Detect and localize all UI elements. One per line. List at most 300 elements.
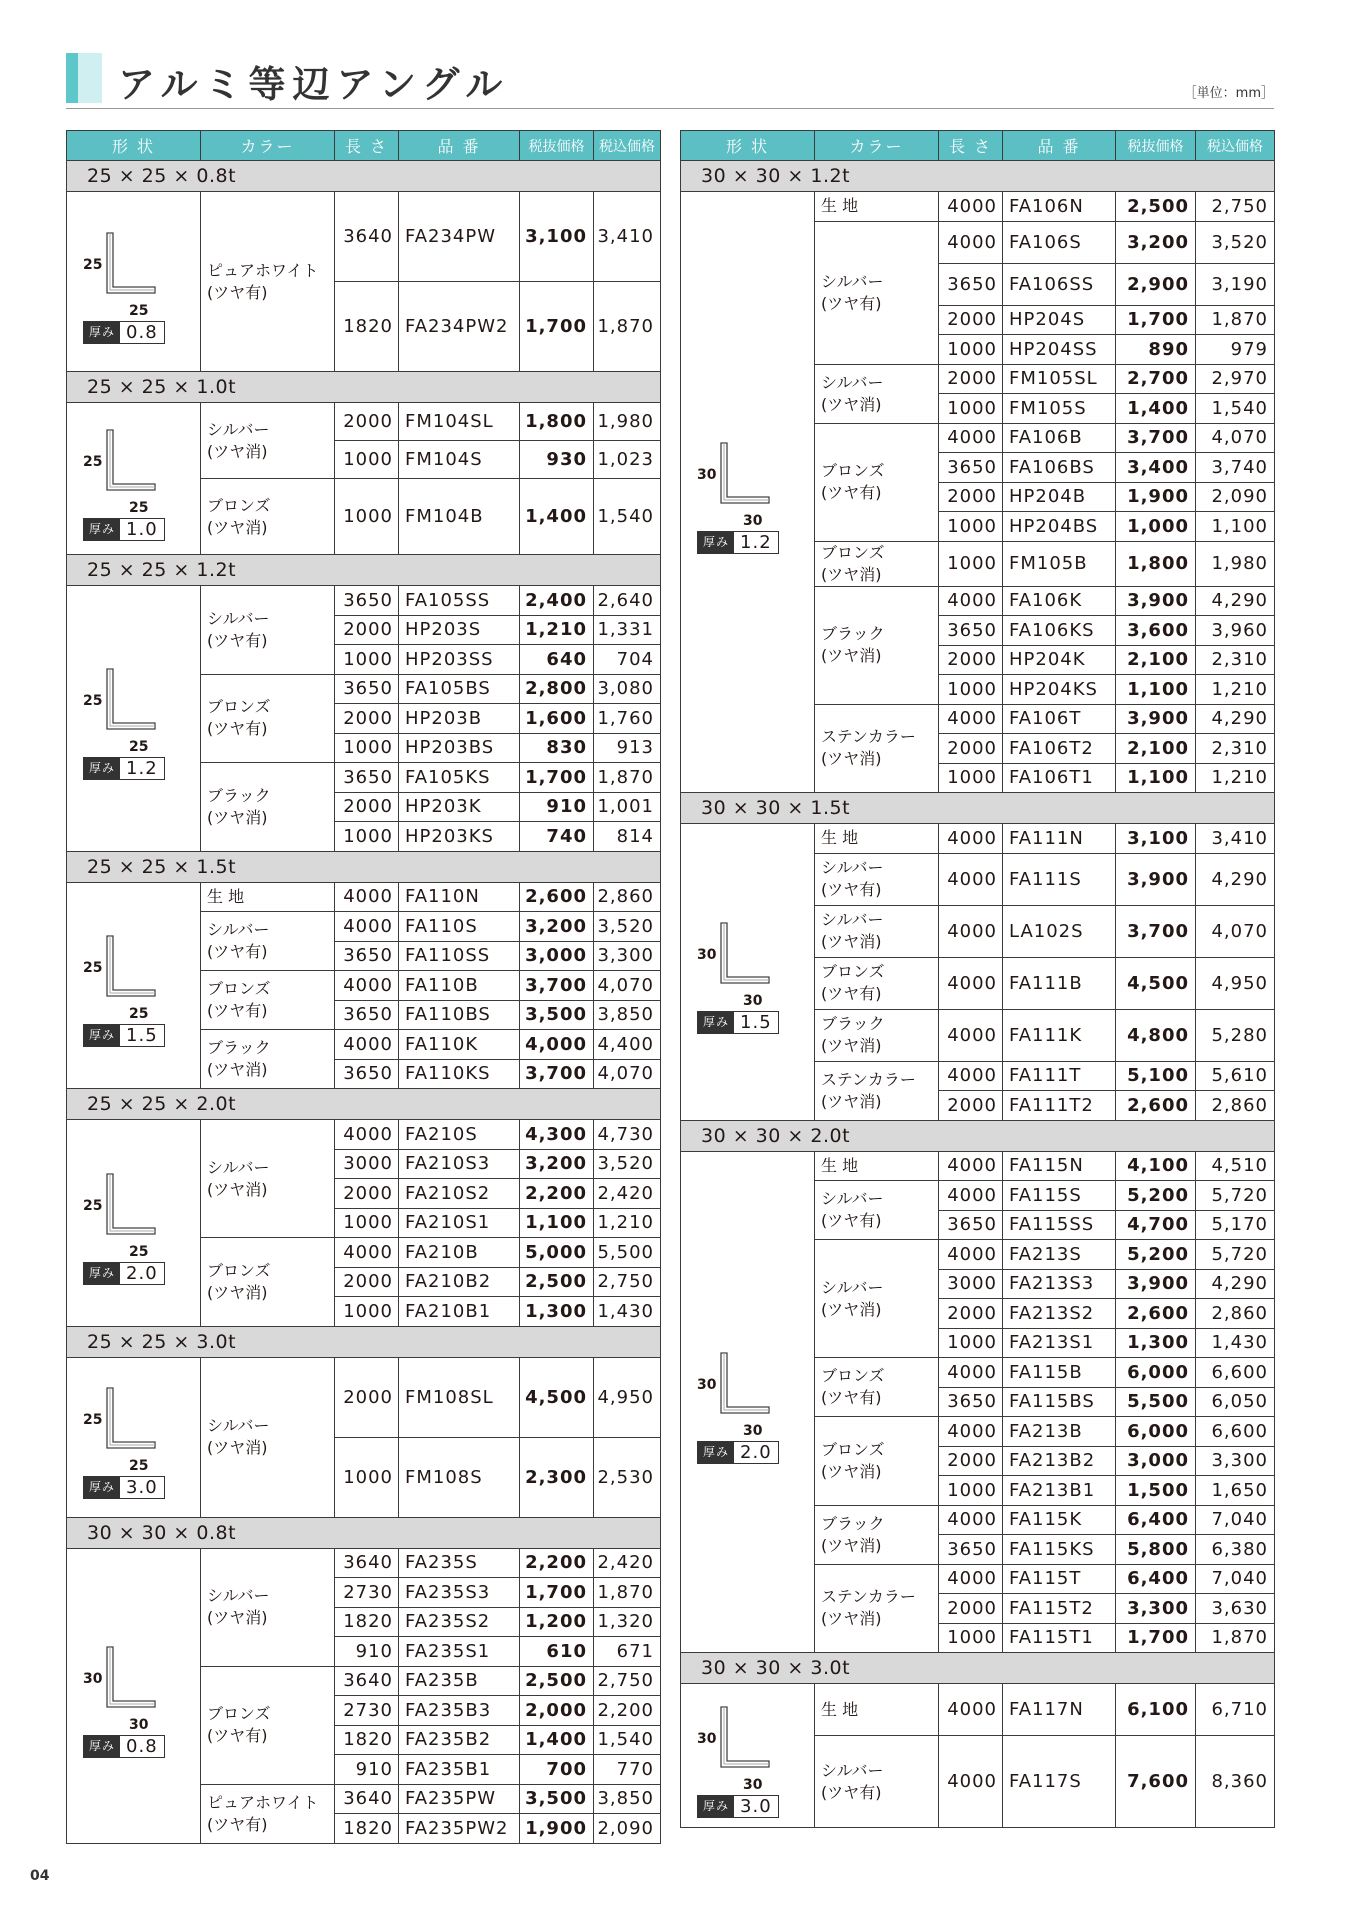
length-cell: 4000 — [939, 1151, 1003, 1181]
product-code-cell: FA210S2 — [399, 1179, 520, 1209]
price-incl-tax-cell: 913 — [594, 733, 661, 763]
price-excl-tax-cell: 1,400 — [1116, 394, 1196, 424]
product-code-cell: FA115SS — [1003, 1210, 1116, 1240]
price-incl-tax-cell: 5,500 — [594, 1238, 661, 1268]
length-cell: 3000 — [335, 1149, 399, 1179]
section-title: 25 × 25 × 1.0t — [67, 372, 661, 403]
price-incl-tax-cell: 1,100 — [1196, 512, 1275, 542]
price-incl-tax-cell: 7,040 — [1196, 1564, 1275, 1594]
length-cell: 4000 — [335, 1120, 399, 1150]
thickness-value: 1.5 — [120, 1025, 164, 1046]
price-incl-tax-cell: 1,870 — [1196, 305, 1275, 335]
price-incl-tax-cell: 2,310 — [1196, 734, 1275, 764]
price-incl-tax-cell: 1,210 — [594, 1208, 661, 1238]
thickness-badge — [697, 531, 779, 554]
product-code-cell: LA102S — [1003, 905, 1116, 957]
price-incl-tax-cell: 2,750 — [594, 1267, 661, 1297]
color-cell — [815, 1151, 939, 1181]
thickness-label: 厚み — [84, 1736, 120, 1757]
title-divider — [66, 108, 1274, 109]
color-name: (ツヤ有) — [207, 942, 268, 961]
length-cell: 4000 — [335, 971, 399, 1001]
product-code-cell: FA115N — [1003, 1151, 1116, 1181]
product-code-cell: FA110B — [399, 971, 520, 1001]
color-name: ピュアホワイト — [207, 260, 319, 280]
length-cell: 2000 — [335, 1267, 399, 1297]
price-incl-tax-cell: 671 — [594, 1637, 661, 1667]
price-excl-tax-cell: 610 — [520, 1637, 594, 1667]
price-incl-tax-cell: 2,530 — [594, 1437, 661, 1517]
price-incl-tax-cell: 1,870 — [594, 1578, 661, 1608]
length-cell: 1000 — [335, 479, 399, 555]
color-name: (ツヤ有) — [207, 630, 268, 650]
length-cell: 4000 — [335, 1030, 399, 1060]
color-cell — [815, 905, 939, 957]
thickness-value: 1.5 — [734, 1012, 778, 1033]
product-code-cell: HP203B — [399, 704, 520, 734]
length-cell: 3640 — [335, 1666, 399, 1696]
product-code-cell: FA235B1 — [399, 1755, 520, 1785]
color-name: (ツヤ消) — [821, 564, 882, 584]
product-code-cell: FA115KS — [1003, 1535, 1116, 1565]
product-code-cell: FM108S — [399, 1437, 520, 1517]
price-excl-tax-cell: 890 — [1116, 335, 1196, 365]
angle-diagram — [67, 1382, 202, 1498]
product-code-cell: FA235B2 — [399, 1725, 520, 1755]
color-cell — [815, 1358, 939, 1417]
price-excl-tax-cell: 1,900 — [520, 1814, 594, 1844]
color-cell — [815, 704, 939, 793]
table-row — [681, 1684, 1275, 1736]
product-code-cell: FA106SS — [1003, 263, 1116, 305]
length-cell: 3640 — [335, 1784, 399, 1814]
section-header-row — [681, 793, 1275, 824]
width-dimension: 30 — [743, 513, 763, 529]
price-incl-tax-cell: 2,200 — [594, 1696, 661, 1726]
product-code-cell: FA210S3 — [399, 1149, 520, 1179]
color-cell — [201, 586, 335, 675]
color-cell — [815, 1684, 939, 1736]
length-cell: 3650 — [335, 763, 399, 793]
length-cell: 1000 — [335, 1297, 399, 1327]
price-excl-tax-cell: 1,700 — [1116, 305, 1196, 335]
shape-cell — [681, 192, 815, 793]
color-name: (ツヤ消) — [207, 1179, 268, 1199]
product-code-cell: FA213B1 — [1003, 1476, 1116, 1506]
price-excl-tax-cell: 2,700 — [1116, 364, 1196, 394]
length-cell: 1000 — [335, 1208, 399, 1238]
color-name: シルバー — [821, 1189, 884, 1208]
length-cell: 3650 — [939, 616, 1003, 646]
price-incl-tax-cell: 2,310 — [1196, 645, 1275, 675]
price-incl-tax-cell: 3,410 — [594, 192, 661, 282]
length-cell: 910 — [335, 1637, 399, 1667]
product-code-cell: FM108SL — [399, 1357, 520, 1437]
height-dimension: 25 — [83, 256, 103, 273]
width-dimension: 25 — [129, 1458, 149, 1474]
price-excl-tax-cell: 4,500 — [520, 1357, 594, 1437]
height-dimension: 30 — [697, 1730, 717, 1747]
angle-diagram — [67, 1641, 202, 1757]
length-cell: 3650 — [335, 674, 399, 704]
price-incl-tax-cell: 2,090 — [1196, 482, 1275, 512]
price-incl-tax-cell: 4,290 — [1196, 1269, 1275, 1299]
column-header: カラー — [201, 131, 335, 161]
thickness-label: 厚み — [84, 1263, 120, 1284]
price-excl-tax-cell: 3,000 — [1116, 1446, 1196, 1476]
color-name: (ツヤ消) — [821, 1036, 882, 1055]
price-excl-tax-cell: 7,600 — [1116, 1736, 1196, 1828]
product-code-cell: FA106B — [1003, 423, 1116, 453]
product-code-cell: FA234PW2 — [399, 282, 520, 372]
length-cell: 4000 — [939, 1009, 1003, 1061]
length-cell: 1000 — [335, 822, 399, 852]
product-code-cell: FA115T — [1003, 1564, 1116, 1594]
price-excl-tax-cell: 1,100 — [520, 1208, 594, 1238]
color-cell — [815, 1240, 939, 1358]
length-cell: 1820 — [335, 282, 399, 372]
price-incl-tax-cell: 1,430 — [1196, 1328, 1275, 1358]
product-code-cell: FA115T2 — [1003, 1594, 1116, 1624]
angle-diagram — [67, 227, 202, 343]
price-incl-tax-cell: 5,720 — [1196, 1240, 1275, 1270]
color-name: (ツヤ有) — [821, 1782, 882, 1802]
color-cell — [815, 192, 939, 222]
shape-cell — [67, 882, 201, 1089]
product-code-cell: FA106K — [1003, 586, 1116, 616]
product-code-cell: FA235PW2 — [399, 1814, 520, 1844]
color-name: 生 地 — [207, 886, 245, 906]
price-excl-tax-cell: 910 — [520, 792, 594, 822]
thickness-label: 厚み — [84, 322, 120, 343]
price-incl-tax-cell: 6,600 — [1196, 1417, 1275, 1447]
product-code-cell: HP203KS — [399, 822, 520, 852]
section-title: 30 × 30 × 2.0t — [681, 1120, 1275, 1151]
height-dimension: 25 — [83, 453, 103, 470]
length-cell: 4000 — [939, 1417, 1003, 1447]
price-excl-tax-cell: 1,400 — [520, 479, 594, 555]
price-excl-tax-cell: 3,500 — [520, 1784, 594, 1814]
price-incl-tax-cell: 4,950 — [594, 1357, 661, 1437]
color-name: (ツヤ消) — [821, 932, 882, 951]
price-incl-tax-cell: 3,740 — [1196, 453, 1275, 483]
price-incl-tax-cell: 3,520 — [1196, 221, 1275, 263]
color-name: ステンカラー — [821, 727, 916, 747]
price-incl-tax-cell: 1,001 — [594, 792, 661, 822]
color-name: ステンカラー — [821, 1587, 916, 1607]
shape-cell — [67, 1548, 201, 1843]
section-title: 25 × 25 × 3.0t — [67, 1326, 661, 1357]
title-accent-bar — [66, 53, 78, 103]
price-incl-tax-cell: 1,331 — [594, 615, 661, 645]
price-incl-tax-cell: 2,860 — [1196, 1299, 1275, 1329]
section-header-row — [67, 1326, 661, 1357]
product-code-cell: FA115BS — [1003, 1387, 1116, 1417]
price-excl-tax-cell: 3,000 — [520, 941, 594, 971]
price-incl-tax-cell: 6,050 — [1196, 1387, 1275, 1417]
price-incl-tax-cell: 2,860 — [1196, 1091, 1275, 1121]
color-name: ブロンズ — [821, 542, 885, 562]
price-excl-tax-cell: 2,000 — [520, 1696, 594, 1726]
price-excl-tax-cell: 3,900 — [1116, 853, 1196, 905]
length-cell: 4000 — [939, 1684, 1003, 1736]
shape-cell — [67, 1357, 201, 1517]
product-code-cell: FA235B3 — [399, 1696, 520, 1726]
color-name: シルバー — [207, 1586, 270, 1605]
price-excl-tax-cell: 5,200 — [1116, 1240, 1196, 1270]
thickness-value: 3.0 — [734, 1796, 778, 1817]
product-code-cell: FA115K — [1003, 1505, 1116, 1535]
product-code-cell: FA235B — [399, 1666, 520, 1696]
height-dimension: 25 — [83, 1412, 103, 1428]
price-excl-tax-cell: 6,000 — [1116, 1358, 1196, 1388]
product-code-cell: FA213S1 — [1003, 1328, 1116, 1358]
shape-cell — [681, 824, 815, 1121]
price-excl-tax-cell: 2,600 — [1116, 1091, 1196, 1121]
color-name: ブラック — [821, 1014, 885, 1033]
length-cell: 2000 — [939, 364, 1003, 394]
color-name: 生 地 — [821, 1699, 859, 1719]
color-cell — [815, 221, 939, 364]
color-name: (ツヤ消) — [207, 517, 268, 537]
width-dimension: 25 — [129, 1006, 149, 1023]
color-name: (ツヤ消) — [821, 646, 882, 665]
price-incl-tax-cell: 770 — [594, 1755, 661, 1785]
price-excl-tax-cell: 1,700 — [520, 763, 594, 793]
price-excl-tax-cell: 700 — [520, 1755, 594, 1785]
price-incl-tax-cell: 7,040 — [1196, 1505, 1275, 1535]
price-excl-tax-cell: 2,500 — [1116, 192, 1196, 222]
price-incl-tax-cell: 1,210 — [1196, 763, 1275, 793]
length-cell: 4000 — [939, 423, 1003, 453]
price-incl-tax-cell: 4,070 — [594, 1059, 661, 1089]
price-excl-tax-cell: 1,100 — [1116, 675, 1196, 705]
price-excl-tax-cell: 4,000 — [520, 1030, 594, 1060]
product-code-cell: FA235S2 — [399, 1607, 520, 1637]
length-cell: 3650 — [335, 586, 399, 616]
product-code-cell: FA235S1 — [399, 1637, 520, 1667]
price-excl-tax-cell: 2,500 — [520, 1267, 594, 1297]
price-excl-tax-cell: 4,800 — [1116, 1009, 1196, 1061]
length-cell: 1000 — [939, 675, 1003, 705]
length-cell: 2000 — [939, 645, 1003, 675]
color-cell — [201, 403, 335, 479]
color-name: シルバー — [207, 419, 270, 439]
price-excl-tax-cell: 1,000 — [1116, 512, 1196, 542]
color-cell — [201, 1120, 335, 1238]
section-title: 25 × 25 × 1.5t — [67, 851, 661, 882]
angle-diagram — [67, 930, 202, 1047]
width-dimension: 30 — [743, 1776, 763, 1793]
price-excl-tax-cell: 4,300 — [520, 1120, 594, 1150]
price-incl-tax-cell: 1,430 — [594, 1297, 661, 1327]
length-cell: 3650 — [335, 1000, 399, 1030]
price-excl-tax-cell: 2,600 — [1116, 1299, 1196, 1329]
price-excl-tax-cell: 3,500 — [520, 1000, 594, 1030]
price-incl-tax-cell: 814 — [594, 822, 661, 852]
length-cell: 4000 — [939, 957, 1003, 1009]
price-excl-tax-cell: 3,900 — [1116, 586, 1196, 616]
price-excl-tax-cell: 1,300 — [1116, 1328, 1196, 1358]
length-cell: 2000 — [335, 792, 399, 822]
price-excl-tax-cell: 5,200 — [1116, 1181, 1196, 1211]
price-excl-tax-cell: 1,210 — [520, 615, 594, 645]
color-cell — [201, 1784, 335, 1843]
thickness-value: 2.0 — [120, 1263, 164, 1284]
height-dimension: 25 — [83, 693, 103, 710]
length-cell: 4000 — [939, 824, 1003, 854]
product-code-cell: FA106N — [1003, 192, 1116, 222]
length-cell: 4000 — [939, 1505, 1003, 1535]
title-accent-bar-light — [78, 53, 102, 103]
product-code-cell: FA213B — [1003, 1417, 1116, 1447]
product-code-cell: FA210S1 — [399, 1208, 520, 1238]
column-header: 税込価格 — [1196, 131, 1275, 161]
product-code-cell: HP204K — [1003, 645, 1116, 675]
price-excl-tax-cell: 2,600 — [520, 882, 594, 912]
color-cell — [815, 824, 939, 854]
angle-diagram — [67, 424, 202, 540]
length-cell: 1000 — [939, 335, 1003, 365]
color-name: (ツヤ消) — [821, 1299, 882, 1319]
column-header: 長 さ — [335, 131, 399, 161]
section-header-row — [67, 1089, 661, 1120]
price-incl-tax-cell: 1,210 — [1196, 675, 1275, 705]
color-name: ブロンズ — [821, 962, 885, 981]
price-excl-tax-cell: 3,900 — [1116, 1269, 1196, 1299]
color-cell — [815, 1181, 939, 1240]
color-name: シルバー — [821, 858, 884, 877]
thickness-label: 厚み — [84, 1025, 120, 1046]
product-code-cell: FA105SS — [399, 586, 520, 616]
color-cell — [201, 882, 335, 912]
color-cell — [815, 1061, 939, 1120]
length-cell: 3640 — [335, 192, 399, 282]
length-cell: 1820 — [335, 1607, 399, 1637]
price-excl-tax-cell: 3,100 — [1116, 824, 1196, 854]
thickness-badge — [697, 1795, 779, 1818]
price-incl-tax-cell: 5,720 — [1196, 1181, 1275, 1211]
price-incl-tax-cell: 6,710 — [1196, 1684, 1275, 1736]
color-name: (ツヤ消) — [821, 394, 882, 414]
length-cell: 2000 — [939, 1594, 1003, 1624]
price-incl-tax-cell: 3,300 — [1196, 1446, 1275, 1476]
product-code-cell: FA111K — [1003, 1009, 1116, 1061]
color-name: ブロンズ — [821, 461, 885, 480]
table-row — [67, 586, 661, 616]
section-title: 30 × 30 × 1.2t — [681, 161, 1275, 192]
length-cell: 3650 — [939, 263, 1003, 305]
price-incl-tax-cell: 1,870 — [594, 763, 661, 793]
price-incl-tax-cell: 2,640 — [594, 586, 661, 616]
color-cell — [815, 1009, 939, 1061]
length-cell: 1820 — [335, 1725, 399, 1755]
product-code-cell: FA235PW — [399, 1784, 520, 1814]
price-excl-tax-cell: 5,500 — [1116, 1387, 1196, 1417]
section-header-row — [67, 555, 661, 586]
thickness-badge — [83, 321, 165, 344]
price-incl-tax-cell: 1,870 — [1196, 1623, 1275, 1653]
thickness-badge — [83, 1476, 165, 1499]
color-name: ステンカラー — [821, 1069, 916, 1089]
section-title: 30 × 30 × 3.0t — [681, 1653, 1275, 1684]
price-incl-tax-cell: 3,300 — [594, 941, 661, 971]
price-incl-tax-cell: 4,070 — [1196, 905, 1275, 957]
price-table-right — [680, 130, 1275, 1828]
column-header: 品 番 — [1003, 131, 1116, 161]
color-cell — [815, 586, 939, 704]
color-name: (ツヤ消) — [207, 1438, 268, 1457]
price-excl-tax-cell: 1,800 — [1116, 541, 1196, 586]
product-code-cell: FA106S — [1003, 221, 1116, 263]
color-name: ブラック — [207, 785, 271, 805]
table-row — [681, 1151, 1275, 1181]
price-incl-tax-cell: 2,750 — [1196, 192, 1275, 222]
color-cell — [815, 423, 939, 541]
price-incl-tax-cell: 1,760 — [594, 704, 661, 734]
product-code-cell: HP204B — [1003, 482, 1116, 512]
price-incl-tax-cell: 4,290 — [1196, 853, 1275, 905]
section-title: 25 × 25 × 2.0t — [67, 1089, 661, 1120]
price-excl-tax-cell: 2,900 — [1116, 263, 1196, 305]
product-code-cell: FM105SL — [1003, 364, 1116, 394]
color-cell — [201, 763, 335, 852]
color-cell — [815, 1417, 939, 1506]
color-cell — [201, 479, 335, 555]
length-cell: 2000 — [335, 1357, 399, 1437]
angle-diagram — [67, 663, 202, 780]
length-cell: 4000 — [939, 704, 1003, 734]
length-cell: 3650 — [939, 1387, 1003, 1417]
color-name: シルバー — [821, 271, 884, 291]
section-header-row — [681, 1653, 1275, 1684]
thickness-label: 厚み — [84, 1477, 120, 1498]
thickness-value: 0.8 — [120, 322, 164, 343]
length-cell: 4000 — [939, 1736, 1003, 1828]
product-code-cell: FA115S — [1003, 1181, 1116, 1211]
section-title: 25 × 25 × 1.2t — [67, 555, 661, 586]
price-excl-tax-cell: 6,400 — [1116, 1505, 1196, 1535]
thickness-label: 厚み — [84, 758, 120, 779]
price-incl-tax-cell: 8,360 — [1196, 1736, 1275, 1828]
product-code-cell: FA106T2 — [1003, 734, 1116, 764]
price-excl-tax-cell: 3,700 — [1116, 905, 1196, 957]
length-cell: 1000 — [939, 541, 1003, 586]
price-incl-tax-cell: 2,750 — [594, 1666, 661, 1696]
price-excl-tax-cell: 1,500 — [1116, 1476, 1196, 1506]
color-name: 生 地 — [821, 196, 859, 216]
color-cell — [815, 364, 939, 423]
product-code-cell: FA210B — [399, 1238, 520, 1268]
color-name: (ツヤ有) — [821, 483, 882, 502]
table-row — [67, 1548, 661, 1578]
thickness-badge — [83, 1735, 165, 1758]
color-name: (ツヤ消) — [207, 441, 268, 461]
product-code-cell: FA111T2 — [1003, 1091, 1116, 1121]
color-cell — [201, 912, 335, 971]
price-incl-tax-cell: 1,870 — [594, 282, 661, 372]
color-cell — [201, 1030, 335, 1089]
color-cell — [201, 192, 335, 372]
length-cell: 1000 — [335, 645, 399, 675]
column-header: 形 状 — [67, 131, 201, 161]
product-code-cell: FA117N — [1003, 1684, 1116, 1736]
color-cell — [201, 674, 335, 763]
color-name: (ツヤ有) — [821, 880, 882, 899]
column-header: 形 状 — [681, 131, 815, 161]
price-incl-tax-cell: 4,070 — [594, 971, 661, 1001]
length-cell: 1820 — [335, 1814, 399, 1844]
